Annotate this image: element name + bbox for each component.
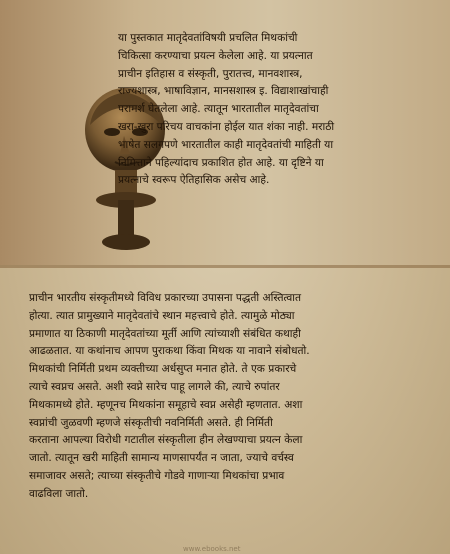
text-line: निमित्ताने पहिल्यांदाच प्रकाशित होत आहे. या दृष्टिने या xyxy=(118,156,324,169)
text-line: आढळतात. या कथांनाच आपण पुराकथा किंवा मिथक या नावाने संबोधतो. xyxy=(29,345,310,358)
text-line: त्याचे स्वप्नच असते. अशी स्वप्ने सारेच पाहू लागले की, त्याचे रुपांतर xyxy=(29,380,280,393)
text-line: करताना आपल्या विरोधी गटातील संस्कृतीला हीन लेखण्याचा प्रयत्न केला xyxy=(29,434,303,447)
top-paragraph xyxy=(118,30,440,190)
text-line: प्रमाणात या ठिकाणी मातृदेवतांच्या मूर्ती आणि त्यांच्याशी संबंधित कथाही xyxy=(29,327,301,340)
text-line: मिथकांची निर्मिती प्रथम व्यक्तीच्या अर्धसुप्त मनात होते. ते एक प्रकारचे xyxy=(29,363,297,376)
text-line: प्रयत्नाचे स्वरूप ऐतिहासिक असेच आहे. xyxy=(118,174,270,187)
text-line: प्राचीन इतिहास व संस्कृती, पुरातत्त्व, मानवशास्त्र, xyxy=(118,67,303,80)
divider xyxy=(0,265,450,268)
text-line: स्वप्नांची जुळवणी म्हणजे संस्कृतीची नवनिर्मिती असते. ही निर्मिती xyxy=(29,416,273,429)
text-line: वाढविला जातो. xyxy=(29,487,89,500)
watermark: www.ebooks.net xyxy=(183,545,241,553)
text-line: चिकित्सा करण्याचा प्रयत्न केलेला आहे. या प्रयत्नात xyxy=(118,49,313,62)
text-line: खरा-खुरा परिचय वाचकांना होईल यात शंका नाही. मराठी xyxy=(118,120,335,133)
text-line: या पुस्तकात मातृदेवतांविषयी प्रचलित मिथकांची xyxy=(118,32,298,44)
text-line: परामर्श घेतलेला आहे. त्यातून भारतातील मातृदेवतांचा xyxy=(118,103,319,116)
bottom-paragraph xyxy=(29,290,435,504)
text-line: होत्या. त्यात प्रामुख्याने मातृदेवतांचे स्थान महत्त्वाचे होते. त्यामुळे मोठ्या xyxy=(29,309,295,322)
text-line: राज्यशास्त्र, भाषाविज्ञान, मानसशास्त्र इ. विद्याशाखांचाही xyxy=(118,85,329,98)
text-line: मिथकामध्ये होते. म्हणूनच मिथकांना समूहाचे स्वप्न असेही म्हणतात. अशा xyxy=(29,398,303,411)
text-line: प्राचीन भारतीय संस्कृतीमध्ये विविध प्रकारच्या उपासना पद्धती अस्तित्वात xyxy=(29,292,302,304)
text-line: भाषेत सलगपणे भारतातील काही मातृदेवतांची माहिती या xyxy=(118,138,334,151)
text-line: समाजावर असते; त्याच्या संस्कृतीचे गोडवे गाणाऱ्या मिथकांचा प्रभाव xyxy=(29,469,285,482)
text-line: जातो. त्यातून खरी माहिती सामान्य माणसापर्यंत न जाता, ज्याचे वर्चस्व xyxy=(29,452,294,465)
